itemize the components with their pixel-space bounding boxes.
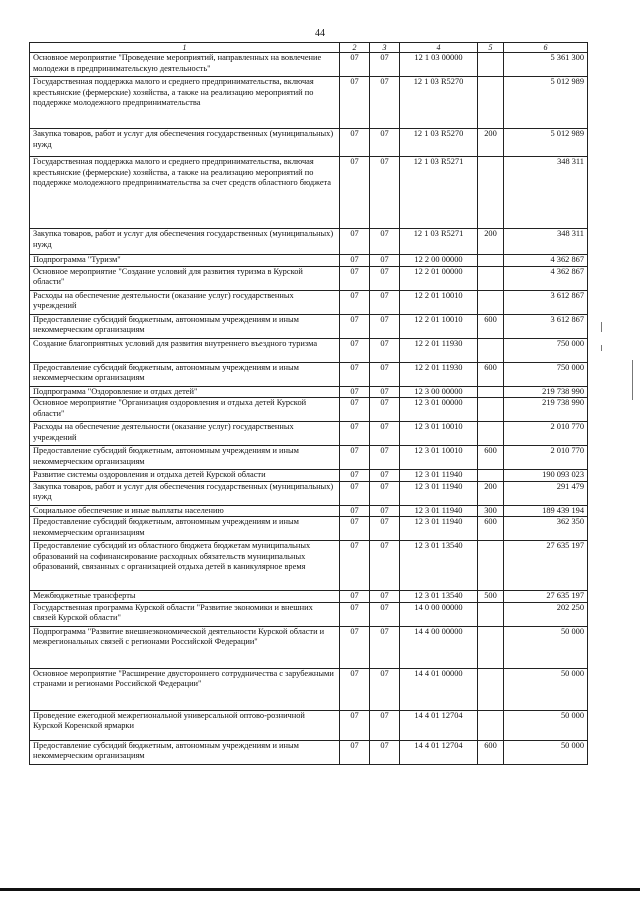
budget-table <box>29 42 588 765</box>
row-expense-type: 200 <box>478 229 504 255</box>
row-name: Подпрограмма "Туризм" <box>30 255 340 267</box>
table-row <box>30 53 588 77</box>
row-target-item: 14 4 01 12704 <box>400 710 478 740</box>
row-expense-type: 200 <box>478 481 504 505</box>
row-subsection: 07 <box>370 398 400 422</box>
col-header-name: 1 <box>30 43 340 53</box>
row-expense-type: 300 <box>478 505 504 517</box>
row-target-item: 12 1 03 R5270 <box>400 129 478 157</box>
row-section: 07 <box>340 505 370 517</box>
row-amount: 5 012 989 <box>504 129 588 157</box>
row-subsection: 07 <box>370 129 400 157</box>
scan-speck <box>601 345 602 351</box>
row-amount: 5 012 989 <box>504 77 588 129</box>
row-subsection: 07 <box>370 740 400 764</box>
row-section: 07 <box>340 740 370 764</box>
row-name: Закупка товаров, работ и услуг для обеспечения государственных (муниципальных) нужд <box>30 229 340 255</box>
row-section: 07 <box>340 602 370 626</box>
row-subsection: 07 <box>370 77 400 129</box>
row-subsection: 07 <box>370 229 400 255</box>
row-amount: 27 635 197 <box>504 591 588 603</box>
row-target-item: 12 2 00 00000 <box>400 255 478 267</box>
row-target-item: 12 3 01 13540 <box>400 541 478 591</box>
row-expense-type <box>478 422 504 446</box>
row-section: 07 <box>340 541 370 591</box>
row-target-item: 12 3 01 11940 <box>400 505 478 517</box>
row-expense-type <box>478 255 504 267</box>
row-target-item: 12 1 03 00000 <box>400 53 478 77</box>
table-header-row <box>30 43 588 53</box>
page-number: 44 <box>315 28 325 39</box>
row-expense-type: 200 <box>478 129 504 157</box>
row-name: Закупка товаров, работ и услуг для обеспечения государственных (муниципальных) нужд <box>30 129 340 157</box>
row-amount: 50 000 <box>504 710 588 740</box>
row-subsection: 07 <box>370 591 400 603</box>
row-subsection: 07 <box>370 157 400 229</box>
row-subsection: 07 <box>370 362 400 386</box>
table-row <box>30 602 588 626</box>
row-amount: 190 093 023 <box>504 470 588 482</box>
row-name: Государственная поддержка малого и среднего предпринимательства, включая крестьянские (фермерские) хозяйства, а также на реализацию мероприятий по поддержке молодежного предпринимательства за счет средств областного бюджета <box>30 157 340 229</box>
row-name: Предоставление субсидий бюджетным, автономным учреждениям и иным некоммерческим организациям <box>30 740 340 764</box>
row-section: 07 <box>340 517 370 541</box>
row-name: Подпрограмма "Развитие внешнеэкономической деятельности Курской области и межрегиональных связей с регионами Российской Федерации" <box>30 626 340 668</box>
row-name: Развитие системы оздоровления и отдыха детей Курской области <box>30 470 340 482</box>
row-amount: 5 361 300 <box>504 53 588 77</box>
col-header-section: 2 <box>340 43 370 53</box>
row-subsection: 07 <box>370 470 400 482</box>
row-target-item: 14 0 00 00000 <box>400 602 478 626</box>
row-subsection: 07 <box>370 602 400 626</box>
row-section: 07 <box>340 470 370 482</box>
row-amount: 750 000 <box>504 362 588 386</box>
table-row <box>30 517 588 541</box>
row-subsection: 07 <box>370 338 400 362</box>
row-section: 07 <box>340 668 370 710</box>
row-subsection: 07 <box>370 422 400 446</box>
row-section: 07 <box>340 157 370 229</box>
row-amount: 348 311 <box>504 157 588 229</box>
row-amount: 219 738 990 <box>504 386 588 398</box>
row-section: 07 <box>340 77 370 129</box>
row-target-item: 12 1 03 R5271 <box>400 157 478 229</box>
row-name: Межбюджетные трансферты <box>30 591 340 603</box>
row-amount: 3 612 867 <box>504 290 588 314</box>
row-target-item: 14 4 00 00000 <box>400 626 478 668</box>
row-expense-type <box>478 710 504 740</box>
row-section: 07 <box>340 53 370 77</box>
row-target-item: 12 3 01 11940 <box>400 481 478 505</box>
row-name: Расходы на обеспечение деятельности (оказание услуг) государственных учреждений <box>30 290 340 314</box>
row-amount: 202 250 <box>504 602 588 626</box>
row-name: Подпрограмма "Оздоровление и отдых детей" <box>30 386 340 398</box>
row-target-item: 12 2 01 11930 <box>400 362 478 386</box>
row-section: 07 <box>340 446 370 470</box>
scan-speck <box>601 322 602 332</box>
table-row <box>30 505 588 517</box>
table-row <box>30 541 588 591</box>
col-header-expense-type: 5 <box>478 43 504 53</box>
table-row <box>30 446 588 470</box>
table-row <box>30 591 588 603</box>
row-target-item: 12 3 01 11940 <box>400 517 478 541</box>
row-target-item: 12 3 01 13540 <box>400 591 478 603</box>
row-name: Предоставление субсидий из областного бюджета бюджетам муниципальных образований на софинансирование расходных обязательств муниципальных образований, связанных с организацией отдыха детей в каникулярное время <box>30 541 340 591</box>
row-subsection: 07 <box>370 517 400 541</box>
row-subsection: 07 <box>370 53 400 77</box>
row-amount: 3 612 867 <box>504 314 588 338</box>
row-section: 07 <box>340 362 370 386</box>
row-section: 07 <box>340 591 370 603</box>
table-row <box>30 266 588 290</box>
table-row <box>30 386 588 398</box>
row-amount: 291 479 <box>504 481 588 505</box>
row-expense-type: 600 <box>478 740 504 764</box>
row-subsection: 07 <box>370 290 400 314</box>
row-expense-type <box>478 53 504 77</box>
row-amount: 4 362 867 <box>504 255 588 267</box>
row-expense-type <box>478 266 504 290</box>
row-amount: 2 010 770 <box>504 422 588 446</box>
table-row <box>30 314 588 338</box>
table-row <box>30 481 588 505</box>
row-subsection: 07 <box>370 626 400 668</box>
row-section: 07 <box>340 626 370 668</box>
row-section: 07 <box>340 229 370 255</box>
row-section: 07 <box>340 129 370 157</box>
table-row <box>30 290 588 314</box>
row-subsection: 07 <box>370 266 400 290</box>
table-row <box>30 470 588 482</box>
row-amount: 362 350 <box>504 517 588 541</box>
row-subsection: 07 <box>370 481 400 505</box>
table-row <box>30 255 588 267</box>
row-name: Предоставление субсидий бюджетным, автономным учреждениям и иным некоммерческим организациям <box>30 362 340 386</box>
row-name: Предоставление субсидий бюджетным, автономным учреждениям и иным некоммерческим организациям <box>30 446 340 470</box>
row-subsection: 07 <box>370 314 400 338</box>
row-name: Основное мероприятие "Расширение двустороннего сотрудничества с зарубежными странами и регионами Российской Федерации" <box>30 668 340 710</box>
table-row <box>30 229 588 255</box>
row-target-item: 12 2 01 00000 <box>400 266 478 290</box>
row-expense-type <box>478 290 504 314</box>
row-name: Социальное обеспечение и иные выплаты населению <box>30 505 340 517</box>
row-section: 07 <box>340 422 370 446</box>
table-row <box>30 740 588 764</box>
row-expense-type <box>478 398 504 422</box>
table-row <box>30 398 588 422</box>
row-subsection: 07 <box>370 668 400 710</box>
row-target-item: 12 1 03 R5270 <box>400 77 478 129</box>
row-section: 07 <box>340 255 370 267</box>
table-row <box>30 710 588 740</box>
row-target-item: 12 2 01 10010 <box>400 290 478 314</box>
row-target-item: 12 2 01 11930 <box>400 338 478 362</box>
row-expense-type: 600 <box>478 446 504 470</box>
row-target-item: 14 4 01 00000 <box>400 668 478 710</box>
row-amount: 4 362 867 <box>504 266 588 290</box>
row-expense-type <box>478 668 504 710</box>
row-section: 07 <box>340 338 370 362</box>
row-expense-type <box>478 470 504 482</box>
row-name: Создание благоприятных условий для развития внутреннего въездного туризма <box>30 338 340 362</box>
row-name: Расходы на обеспечение деятельности (оказание услуг) государственных учреждений <box>30 422 340 446</box>
row-section: 07 <box>340 266 370 290</box>
row-amount: 2 010 770 <box>504 446 588 470</box>
table-row <box>30 129 588 157</box>
row-name: Проведение ежегодной межрегиональной универсальной оптово-розничной Курской Коренской ярмарки <box>30 710 340 740</box>
row-subsection: 07 <box>370 505 400 517</box>
row-section: 07 <box>340 398 370 422</box>
row-section: 07 <box>340 710 370 740</box>
row-expense-type <box>478 338 504 362</box>
col-header-subsection: 3 <box>370 43 400 53</box>
row-name: Основное мероприятие "Создание условий для развития туризма в Курской области" <box>30 266 340 290</box>
row-name: Основное мероприятие "Организация оздоровления и отдыха детей Курской области" <box>30 398 340 422</box>
row-amount: 27 635 197 <box>504 541 588 591</box>
row-expense-type <box>478 77 504 129</box>
row-expense-type: 500 <box>478 591 504 603</box>
table-row <box>30 338 588 362</box>
row-name: Основное мероприятие "Проведение мероприятий, направленных на вовлечение молодежи в предпринимательскую деятельность" <box>30 53 340 77</box>
row-section: 07 <box>340 481 370 505</box>
row-name: Государственная поддержка малого и среднего предпринимательства, включая крестьянские (фермерские) хозяйства, а также на реализацию мероприятий по поддержке молодежного предпринимательства <box>30 77 340 129</box>
row-expense-type <box>478 386 504 398</box>
row-target-item: 12 3 01 00000 <box>400 398 478 422</box>
row-expense-type <box>478 602 504 626</box>
row-amount: 348 311 <box>504 229 588 255</box>
row-section: 07 <box>340 290 370 314</box>
row-name: Предоставление субсидий бюджетным, автономным учреждениям и иным некоммерческим организациям <box>30 314 340 338</box>
row-amount: 750 000 <box>504 338 588 362</box>
row-name: Предоставление субсидий бюджетным, автономным учреждениям и иным некоммерческим организациям <box>30 517 340 541</box>
row-expense-type <box>478 157 504 229</box>
table-row <box>30 362 588 386</box>
row-target-item: 12 3 01 10010 <box>400 446 478 470</box>
bottom-scan-border <box>0 888 640 891</box>
row-subsection: 07 <box>370 386 400 398</box>
row-target-item: 14 4 01 12704 <box>400 740 478 764</box>
row-section: 07 <box>340 386 370 398</box>
scan-speck <box>632 360 633 400</box>
row-target-item: 12 3 01 10010 <box>400 422 478 446</box>
row-expense-type <box>478 541 504 591</box>
row-expense-type <box>478 626 504 668</box>
table-row <box>30 668 588 710</box>
row-section: 07 <box>340 314 370 338</box>
row-subsection: 07 <box>370 446 400 470</box>
table-row <box>30 157 588 229</box>
table-row <box>30 626 588 668</box>
table-row <box>30 422 588 446</box>
row-target-item: 12 3 00 00000 <box>400 386 478 398</box>
row-amount: 219 738 990 <box>504 398 588 422</box>
row-expense-type: 600 <box>478 517 504 541</box>
row-amount: 50 000 <box>504 626 588 668</box>
row-target-item: 12 1 03 R5271 <box>400 229 478 255</box>
row-expense-type: 600 <box>478 362 504 386</box>
col-header-amount: 6 <box>504 43 588 53</box>
row-name: Государственная программа Курской области "Развитие экономики и внешних связей Курской области" <box>30 602 340 626</box>
table-row <box>30 77 588 129</box>
row-amount: 189 439 194 <box>504 505 588 517</box>
row-target-item: 12 3 01 11940 <box>400 470 478 482</box>
row-amount: 50 000 <box>504 740 588 764</box>
row-name: Закупка товаров, работ и услуг для обеспечения государственных (муниципальных) нужд <box>30 481 340 505</box>
row-subsection: 07 <box>370 710 400 740</box>
row-amount: 50 000 <box>504 668 588 710</box>
col-header-target-item: 4 <box>400 43 478 53</box>
row-expense-type: 600 <box>478 314 504 338</box>
row-target-item: 12 2 01 10010 <box>400 314 478 338</box>
row-subsection: 07 <box>370 541 400 591</box>
row-subsection: 07 <box>370 255 400 267</box>
